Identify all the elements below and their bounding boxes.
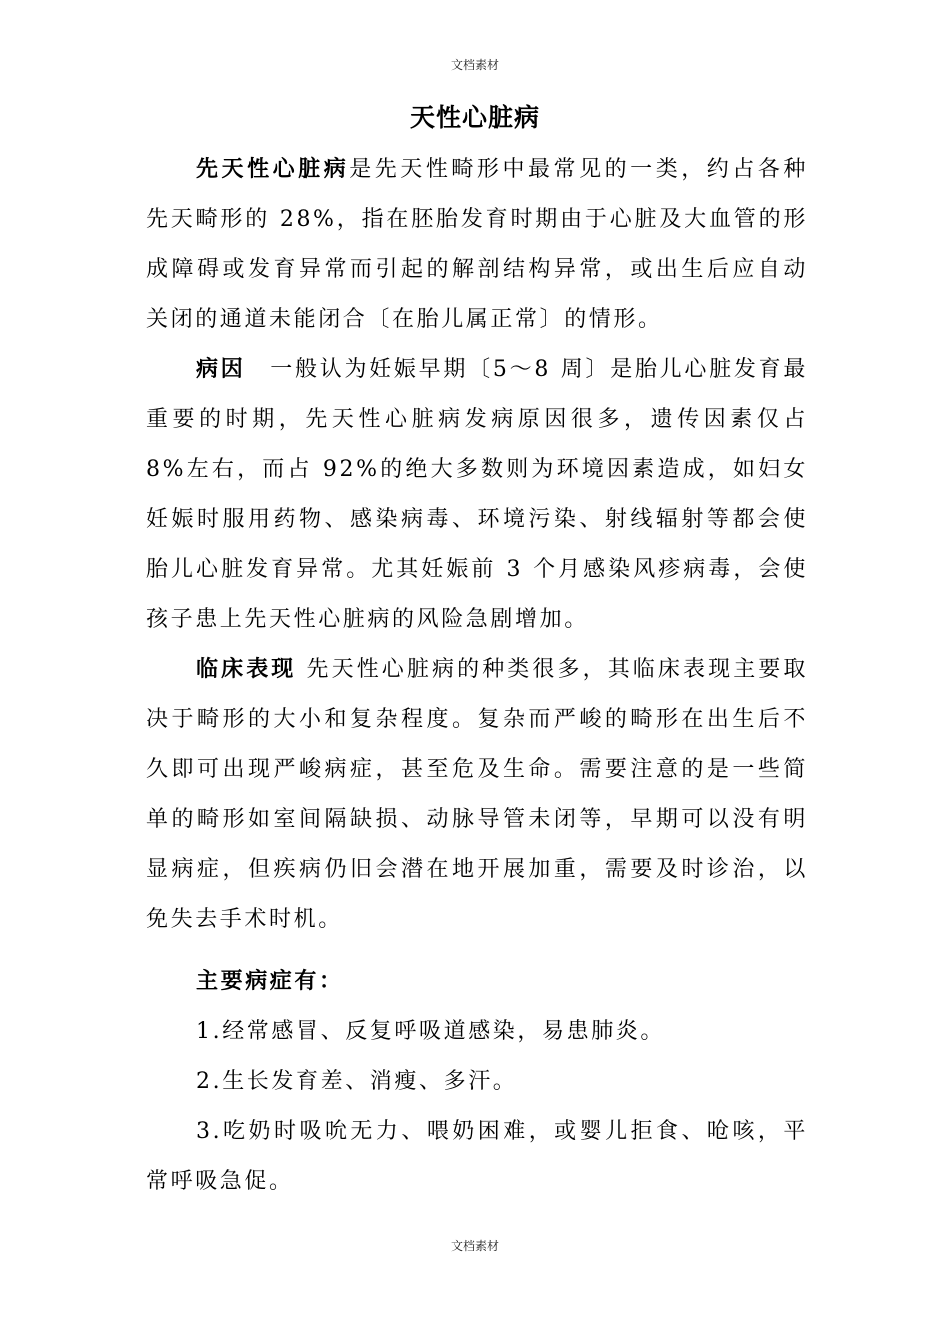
intro-text: 是先天性畸形中最常见的一类，约占各种先天畸形的 28%，指在胚胎发育时期由于心脏及大血管的形成障碍或发育异常而引起的解剖结构异常，或出生后应自动关闭的通道未能闭合〔在胎儿属正常〕的情形。 <box>146 157 808 332</box>
symptom-item: 3.吃奶时吸吮无力、喂奶困难，或婴儿拒食、呛咳，平常呼吸急促。 <box>146 1119 808 1194</box>
clinical-paragraph <box>146 645 808 945</box>
symptom-item: 1.经常感冒、反复呼吸道感染，易患肺炎。 <box>196 1019 665 1044</box>
clinical-text: 先天性心脏病的种类很多，其临床表现主要取决于畸形的大小和复杂程度。复杂而严峻的畸形在出生后不久即可出现严峻病症，甚至危及生命。需要注意的是一些简单的畸形如室间隔缺损、动脉导管未闭等，早期可以没有明显病症，但疾病仍旧会潜在地开展加重，需要及时诊治，以免失去手术时机。 <box>146 657 808 932</box>
symptoms-heading: 主要病症有： <box>196 969 344 994</box>
page-header-label: 文档素材 <box>450 58 499 72</box>
symptoms-heading-paragraph <box>146 957 808 1007</box>
intro-term: 先天性心脏病 <box>196 157 350 182</box>
intro-paragraph <box>146 145 808 345</box>
symptom-item: 2.生长发育差、消瘦、多汗。 <box>196 1069 518 1094</box>
document-title: 天性心脏病 <box>409 103 540 132</box>
cause-text: 一般认为妊娠早期〔5～8 周〕是胎儿心脏发育最重要的时期，先天性心脏病发病原因很多，遗传因素仅占 8%左右，而占 92%的绝大多数则为环境因素造成，如妇女妊娠时服用药物、感染病毒、环境污染、射线辐射等都会使胎儿心脏发育异常。尤其妊娠前 3 个月感染风疹病毒，会使孩子患上先天性心脏病的风险急剧增加。 <box>146 357 808 632</box>
clinical-term: 临床表现 <box>196 657 297 682</box>
cause-term: 病因 <box>196 357 246 382</box>
document-body <box>146 145 808 1207</box>
cause-paragraph <box>146 345 808 645</box>
page-footer-label: 文档素材 <box>450 1239 499 1253</box>
